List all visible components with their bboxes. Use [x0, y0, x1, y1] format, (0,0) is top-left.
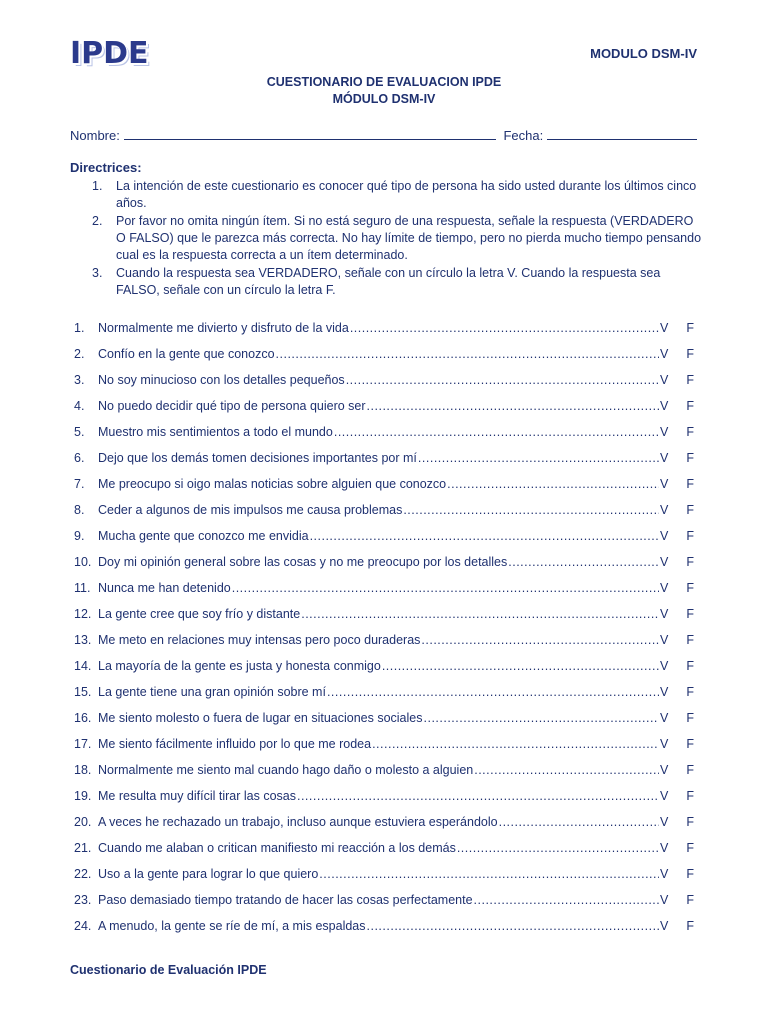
question-text: No soy minucioso con los detalles pequeños [98, 373, 345, 387]
option-true[interactable]: V [660, 893, 669, 907]
question-body [98, 657, 660, 675]
directive-text: Por favor no omita ningún ítem. Si no está seguro de una respuesta, señale la respuesta (VERDADERO O FALSO) que le parezca más correcta. No hay límite de tiempo, pero no pierda mucho tiempo pensando cual es la respuesta correcta a un ítem determinado. [116, 214, 702, 262]
option-false[interactable]: F [686, 711, 694, 725]
question-text: Doy mi opinión general sobre las cosas y no me preocupo por los detalles [98, 555, 508, 569]
question-body [98, 579, 660, 597]
option-false[interactable]: F [686, 503, 694, 517]
question-body [98, 787, 660, 805]
question-body [98, 631, 660, 649]
question-number: 18. [74, 763, 92, 777]
question-row [74, 631, 694, 657]
dot-leader [232, 579, 659, 597]
question-number: 17. [74, 737, 92, 751]
directive-number: 3. [92, 266, 103, 280]
option-true[interactable]: V [660, 321, 669, 335]
option-false[interactable]: F [686, 529, 694, 543]
question-text: Me resulta muy difícil tirar las cosas [98, 789, 296, 803]
question-row [74, 709, 694, 735]
question-number: 23. [74, 893, 92, 907]
document-title: CUESTIONARIO DE EVALUACION IPDE [266, 75, 502, 89]
form-fields [70, 127, 710, 143]
option-false[interactable]: F [686, 607, 694, 621]
option-true[interactable]: V [660, 503, 669, 517]
option-false[interactable]: F [686, 633, 694, 647]
dot-leader [418, 449, 659, 467]
question-number: 7. [74, 477, 85, 491]
dot-leader [421, 631, 659, 649]
question-number: 11. [74, 581, 91, 595]
question-row [74, 449, 694, 475]
question-text: Me siento molesto o fuera de lugar en situaciones sociales [98, 711, 423, 725]
option-true[interactable]: V [660, 659, 669, 673]
option-true[interactable]: V [660, 867, 669, 881]
question-row [74, 683, 694, 709]
question-text: Normalmente me siento mal cuando hago daño o molesto a alguien [98, 763, 474, 777]
question-number: 5. [74, 425, 85, 439]
directive-text: La intención de este cuestionario es conocer qué tipo de persona ha sido usted durante los últimos cinco años. [116, 179, 697, 210]
dot-leader [424, 709, 660, 727]
option-false[interactable]: F [686, 685, 694, 699]
question-body [98, 709, 660, 727]
question-number: 8. [74, 503, 85, 517]
date-field[interactable] [547, 127, 697, 140]
question-number: 24. [74, 919, 92, 933]
directives-list [92, 178, 702, 300]
question-number: 22. [74, 867, 92, 881]
question-text: La gente cree que soy frío y distante [98, 607, 301, 621]
question-text: Confío en la gente que conozco [98, 347, 275, 361]
module-label: MODULO DSM-IV [590, 46, 697, 61]
option-false[interactable]: F [686, 763, 694, 777]
question-number: 13. [74, 633, 92, 647]
question-body [98, 319, 660, 337]
question-text: Ceder a algunos de mis impulsos me causa problemas [98, 503, 403, 517]
option-true[interactable]: V [660, 373, 669, 387]
option-true[interactable]: V [660, 919, 669, 933]
option-false[interactable]: F [686, 815, 694, 829]
option-true[interactable]: V [660, 711, 669, 725]
dot-leader [372, 735, 659, 753]
question-text: Mucha gente que conozco me envidia [98, 529, 309, 543]
dot-leader [474, 891, 659, 909]
dot-leader [334, 423, 659, 441]
dot-leader [276, 345, 659, 363]
name-field[interactable] [124, 127, 496, 140]
option-true[interactable]: V [660, 633, 669, 647]
question-body [98, 475, 660, 493]
question-row [74, 475, 694, 501]
question-number: 6. [74, 451, 85, 465]
option-true[interactable]: V [660, 607, 669, 621]
dot-leader [367, 917, 659, 935]
question-row [74, 865, 694, 891]
option-false[interactable]: F [686, 581, 694, 595]
option-false[interactable]: F [686, 347, 694, 361]
directive-text: Cuando la respuesta sea VERDADERO, señale con un círculo la letra V. Cuando la respuesta sea FALSO, señale con un círculo la letra F. [116, 266, 661, 297]
dot-leader [310, 527, 659, 545]
option-false[interactable]: F [686, 425, 694, 439]
option-false[interactable]: F [686, 399, 694, 413]
option-true[interactable]: V [660, 451, 669, 465]
option-false[interactable]: F [686, 373, 694, 387]
question-number: 14. [74, 659, 92, 673]
question-body [98, 813, 660, 831]
question-body [98, 423, 660, 441]
directive-item [92, 178, 702, 212]
question-body [98, 839, 660, 857]
question-text: Muestro mis sentimientos a todo el mundo [98, 425, 333, 439]
option-true[interactable]: V [660, 789, 669, 803]
directive-number: 2. [92, 214, 103, 228]
question-number: 21. [74, 841, 92, 855]
question-row [74, 501, 694, 527]
dot-leader [350, 319, 659, 337]
question-row [74, 787, 694, 813]
option-true[interactable]: V [660, 555, 669, 569]
document-subtitle: MÓDULO DSM-IV [332, 92, 436, 106]
directives-heading: Directrices: [70, 160, 142, 175]
option-false[interactable]: F [686, 555, 694, 569]
question-body [98, 553, 660, 571]
question-row [74, 839, 694, 865]
question-row [74, 423, 694, 449]
option-false[interactable]: F [686, 867, 694, 881]
option-true[interactable]: V [660, 685, 669, 699]
option-true[interactable]: V [660, 399, 669, 413]
question-number: 2. [74, 347, 85, 361]
dot-leader [499, 813, 659, 831]
option-true[interactable]: V [660, 529, 669, 543]
question-row [74, 735, 694, 761]
question-body [98, 449, 660, 467]
question-row [74, 579, 694, 605]
name-label: Nombre: [70, 128, 120, 143]
question-body [98, 527, 660, 545]
question-body [98, 917, 660, 935]
option-true[interactable]: V [660, 841, 669, 855]
question-row [74, 553, 694, 579]
question-row [74, 891, 694, 917]
option-true[interactable]: V [660, 581, 669, 595]
option-false[interactable]: F [686, 321, 694, 335]
question-body [98, 397, 660, 415]
question-text: Normalmente me divierto y disfruto de la vida [98, 321, 349, 335]
dot-leader [508, 553, 659, 571]
dot-leader [447, 475, 659, 493]
dot-leader [382, 657, 659, 675]
dot-leader [319, 865, 659, 883]
question-row [74, 527, 694, 553]
question-row [74, 397, 694, 423]
question-body [98, 761, 660, 779]
dot-leader [474, 761, 659, 779]
question-body [98, 345, 660, 363]
date-label: Fecha: [503, 128, 544, 143]
question-body [98, 605, 660, 623]
question-text: Paso demasiado tiempo tratando de hacer las cosas perfectamente [98, 893, 473, 907]
question-text: A menudo, la gente se ríe de mí, a mis espaldas [98, 919, 366, 933]
question-body [98, 683, 660, 701]
question-number: 19. [74, 789, 92, 803]
option-true[interactable]: V [660, 347, 669, 361]
question-text: Uso a la gente para lograr lo que quiero [98, 867, 319, 881]
directive-item [92, 265, 702, 299]
question-number: 20. [74, 815, 92, 829]
question-row [74, 371, 694, 397]
question-number: 10. [74, 555, 92, 569]
dot-leader [367, 397, 659, 415]
directive-item [92, 213, 702, 264]
question-number: 1. [74, 321, 85, 335]
option-true[interactable]: V [660, 737, 669, 751]
question-number: 3. [74, 373, 85, 387]
option-false[interactable]: F [686, 893, 694, 907]
question-text: Me siento fácilmente influido por lo que me rodea [98, 737, 372, 751]
question-row [74, 657, 694, 683]
question-row [74, 345, 694, 371]
question-row [74, 605, 694, 631]
question-number: 4. [74, 399, 85, 413]
question-text: Me preocupo si oigo malas noticias sobre alguien que conozco [98, 477, 447, 491]
question-row [74, 917, 694, 943]
option-true[interactable]: V [660, 763, 669, 777]
option-true[interactable]: V [660, 425, 669, 439]
option-false[interactable]: F [686, 451, 694, 465]
dot-leader [403, 501, 659, 519]
question-number: 12. [74, 607, 92, 621]
question-body [98, 891, 660, 909]
question-text: Nunca me han detenido [98, 581, 231, 595]
question-text: La mayoría de la gente es justa y honesta conmigo [98, 659, 381, 673]
dot-leader [346, 371, 659, 389]
question-row [74, 319, 694, 345]
option-true[interactable]: V [660, 815, 669, 829]
directive-number: 1. [92, 179, 103, 193]
question-text: Cuando me alaban o critican manifiesto mi reacción a los demás [98, 841, 456, 855]
question-body [98, 735, 660, 753]
question-row [74, 813, 694, 839]
question-text: A veces he rechazado un trabajo, incluso aunque estuviera esperándolo [98, 815, 498, 829]
question-body [98, 865, 660, 883]
question-number: 9. [74, 529, 85, 543]
question-text: No puedo decidir qué tipo de persona quiero ser [98, 399, 366, 413]
option-true[interactable]: V [660, 477, 669, 491]
dot-leader [327, 683, 659, 701]
question-body [98, 371, 660, 389]
dot-leader [457, 839, 659, 857]
footer-text: Cuestionario de Evaluación IPDE [70, 963, 267, 977]
ipde-logo: IPDE [70, 36, 149, 71]
option-false[interactable]: F [686, 919, 694, 933]
option-false[interactable]: F [686, 737, 694, 751]
question-number: 15. [74, 685, 92, 699]
question-text: La gente tiene una gran opinión sobre mí [98, 685, 326, 699]
option-false[interactable]: F [686, 659, 694, 673]
option-false[interactable]: F [686, 841, 694, 855]
question-list [74, 319, 694, 943]
question-text: Dejo que los demás tomen decisiones importantes por mí [98, 451, 417, 465]
question-text: Me meto en relaciones muy intensas pero poco duraderas [98, 633, 421, 647]
question-number: 16. [74, 711, 92, 725]
question-row [74, 761, 694, 787]
option-false[interactable]: F [686, 477, 694, 491]
question-body [98, 501, 660, 519]
dot-leader [297, 787, 659, 805]
dot-leader [301, 605, 659, 623]
option-false[interactable]: F [686, 789, 694, 803]
